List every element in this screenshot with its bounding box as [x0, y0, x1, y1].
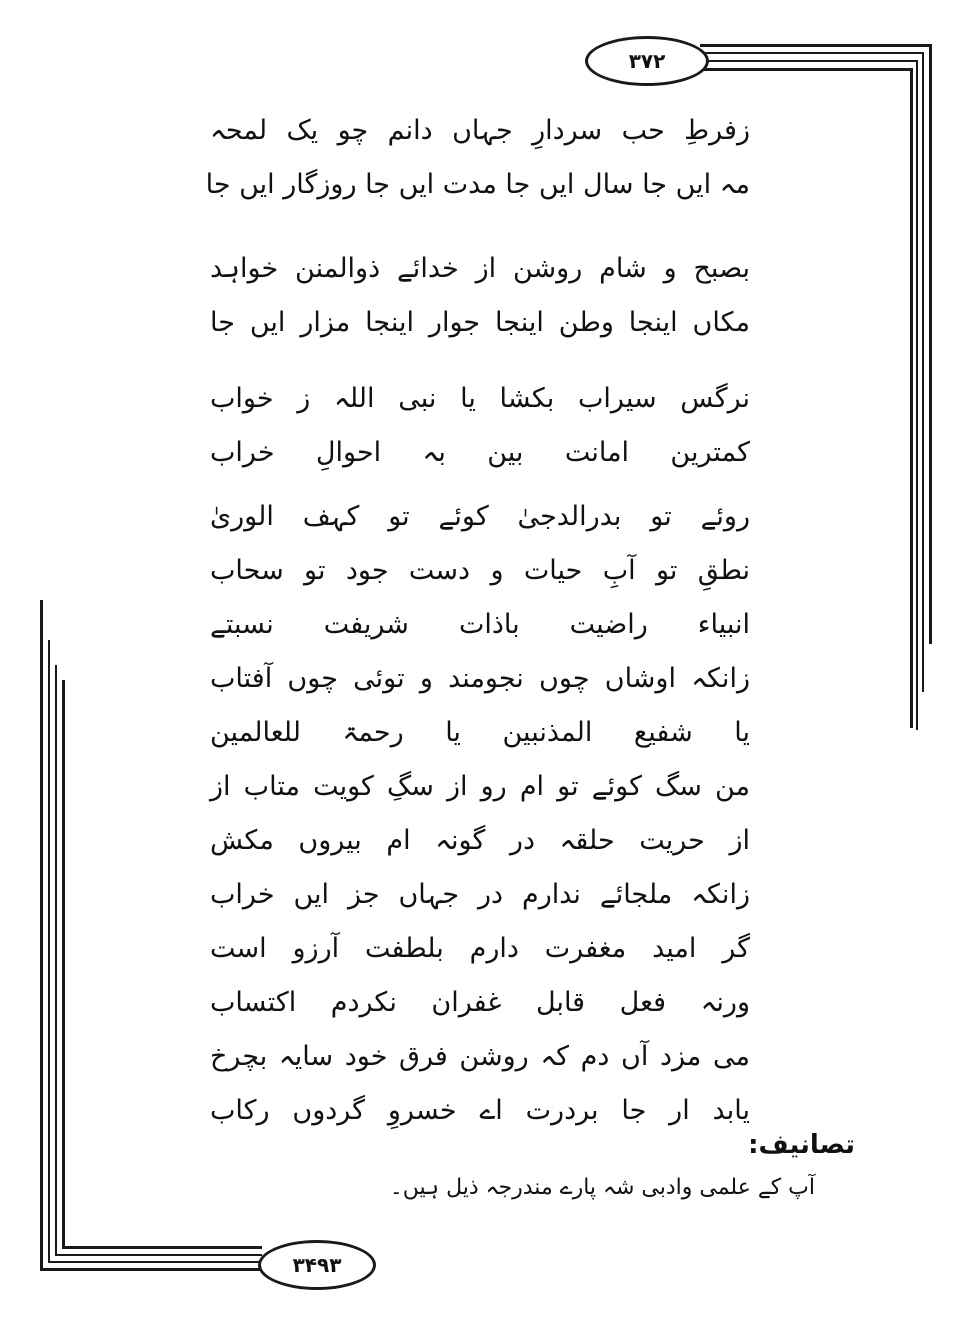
frame-right-line-2: [922, 52, 924, 692]
frame-bottom-line-2: [48, 1261, 262, 1263]
section-text: آپ کے علمی وادبی شہ پارے مندرجہ ذیل ہیں۔: [389, 1175, 815, 1200]
frame-bottom-line-1: [40, 1268, 262, 1271]
frame-right-line-3: [916, 60, 918, 730]
frame-right-line-1: [929, 44, 932, 644]
section-heading: تصانیف:: [748, 1130, 855, 1160]
verse-line: یا شفیع المذنبین یا رحمۃ للعالمین: [210, 717, 750, 748]
top-page-number: ۳۷۲: [585, 36, 709, 86]
frame-top-line-1: [700, 44, 932, 47]
verse-block-3: [210, 372, 750, 480]
verse-line: کمترین امانت بین بہ احوالِ خراب: [210, 437, 750, 468]
verse-line: می مزد آں دم کہ روشن فرق خود سایہ بچرخ: [210, 1041, 750, 1072]
verse-block-1: [205, 104, 750, 212]
verse-line: مہ ایں جا سال ایں جا مدت ایں جا روزگار ایں جا: [205, 169, 750, 200]
frame-bottom-line-4: [62, 1246, 262, 1249]
verse-line: بصبح و شام روشن از خدائے ذوالمنن خواہد: [210, 253, 750, 284]
verse-line: گر امید مغفرت دارم بلطفت آرزو است: [210, 933, 750, 964]
verse-line: ورنہ فعل قابل غفران نکردم اکتساب: [210, 987, 750, 1018]
frame-left-line-1: [40, 600, 43, 1270]
bottom-page-number: ۳۴۹۳: [258, 1240, 376, 1290]
verse-line: از حریت حلقہ در گونہ ام بیروں مکش: [210, 825, 750, 856]
verse-block-2: [210, 242, 750, 350]
verse-line: زانکہ اوشاں چوں نجومند و توئی چوں آفتاب: [210, 663, 750, 694]
frame-bottom-line-3: [55, 1254, 262, 1256]
frame-right-line-4: [910, 68, 913, 728]
frame-left-line-4: [62, 680, 65, 1248]
frame-top-line-3: [700, 60, 918, 62]
frame-left-line-2: [48, 640, 50, 1262]
verse-line: من سگ کوئے تو ام رو از سگِ کویت متاب از: [210, 771, 750, 802]
verse-line: مکاں اینجا وطن اینجا جوار اینجا مزار ایں جا: [210, 307, 750, 338]
verse-line: نرگس سیراب بکشا یا نبی اللہ ز خواب: [210, 383, 750, 414]
verse-line: انبیاء راضیت باذات شریفت نسبتے: [210, 609, 750, 640]
frame-left-line-3: [55, 665, 57, 1255]
frame-top-line-4: [700, 68, 912, 71]
frame-top-line-2: [700, 52, 924, 54]
verse-block-4: [210, 490, 750, 1138]
verse-line: یابد ار جا بردرت اے خسروِ گردوں رکاب: [210, 1095, 750, 1126]
verse-line: نطقِ تو آبِ حیات و دست جود تو سحاب: [210, 555, 750, 586]
verse-line: زانکہ ملجائے ندارم در جہاں جز ایں خراب: [210, 879, 750, 910]
verse-line: روئے تو بدرالدجیٰ کوئے تو کہف الوریٰ: [210, 501, 750, 532]
verse-line: زفرطِ حب سردارِ جہاں دانم چو یک لمحہ: [210, 115, 750, 146]
